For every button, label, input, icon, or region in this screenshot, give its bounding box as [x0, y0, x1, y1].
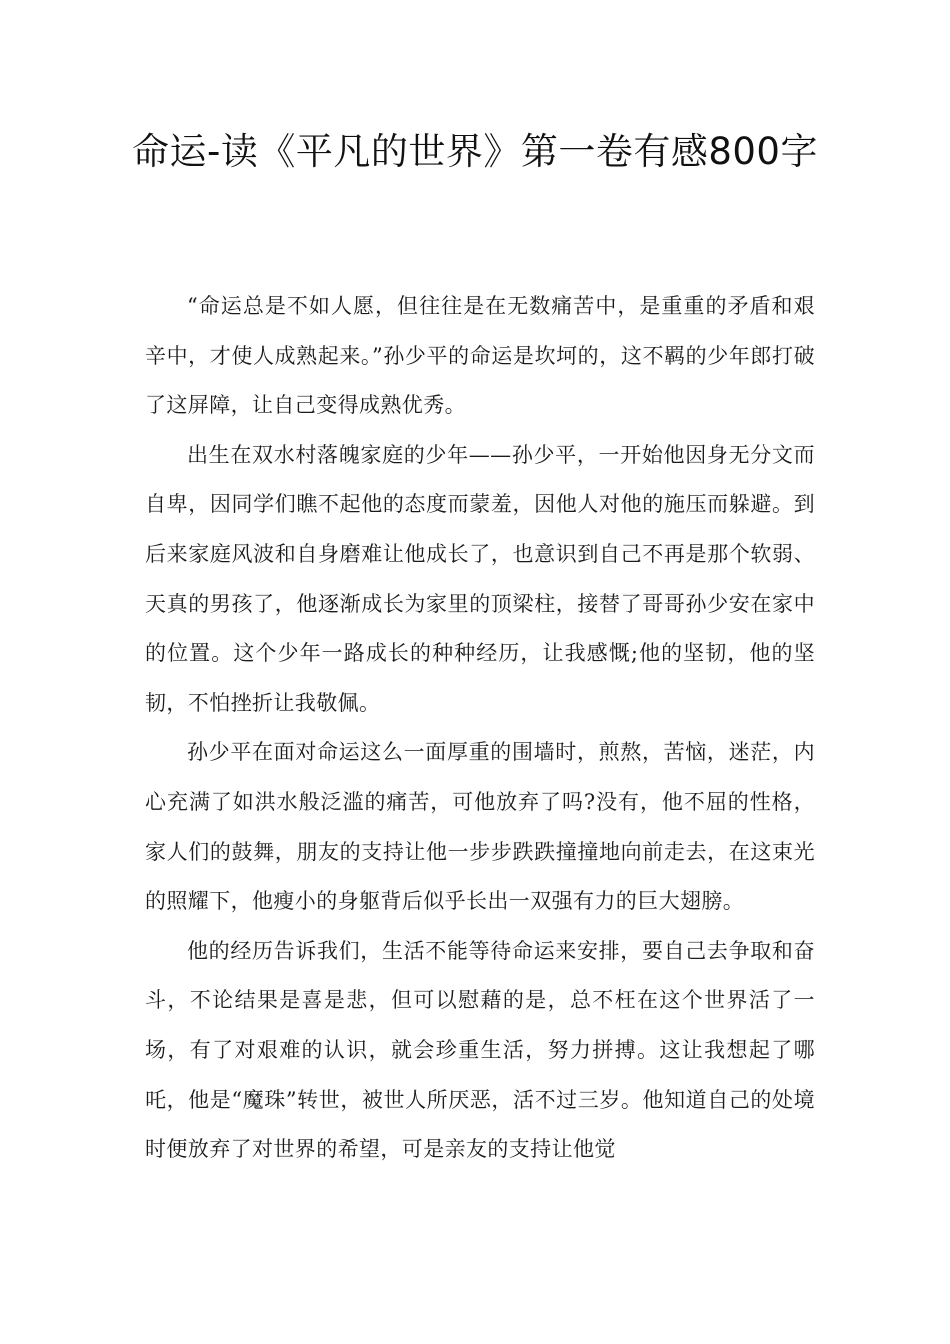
paragraph-2: 出生在双水村落魄家庭的少年——孙少平，一开始他因身无分文而自卑，因同学们瞧不起他的态度而蒙羞，因他人对他的施压而躲避。到后来家庭风波和自身磨难让他成长了，也意识到自己不再是那个软弱、天真的男孩了，他逐渐成长为家里的顶梁柱，接替了哥哥孙少安在家中的位置。这个少年一路成长的种种经历，让我感慨;他的坚韧，他的坚韧，不怕挫折让我敬佩。 [145, 442, 815, 715]
document-title: 命运-读《平凡的世界》第一卷有感800字 [132, 130, 818, 173]
paragraph-1: “命运总是不如人愿，但往往是在无数痛苦中，是重重的矛盾和艰辛中，才使人成熟起来。”孙少平的命运是坎坷的，这不羁的少年郎打破了这屏障，让自己变得成熟优秀。 [145, 294, 815, 418]
paragraph-3: 孙少平在面对命运这么一面厚重的围墙时，煎熬，苦恼，迷茫，内心充满了如洪水般泛滥的痛苦，可他放弃了吗?没有，他不屈的性格，家人们的鼓舞，朋友的支持让他一步步跌跌撞撞地向前走去，在这束光的照耀下，他瘦小的身躯背后似乎长出一双强有力的巨大翅膀。 [145, 740, 815, 914]
paragraph-4: 他的经历告诉我们，生活不能等待命运来安排，要自己去争取和奋斗，不论结果是喜是悲，但可以慰藉的是，总不枉在这个世界活了一场，有了对艰难的认识，就会珍重生活，努力拼搏。这让我想起了哪吒，他是“魔珠”转世，被世人所厌恶，活不过三岁。他知道自己的处境时便放弃了对世界的希望，可是亲友的支持让他觉 [145, 938, 815, 1162]
document-body [145, 282, 815, 1175]
